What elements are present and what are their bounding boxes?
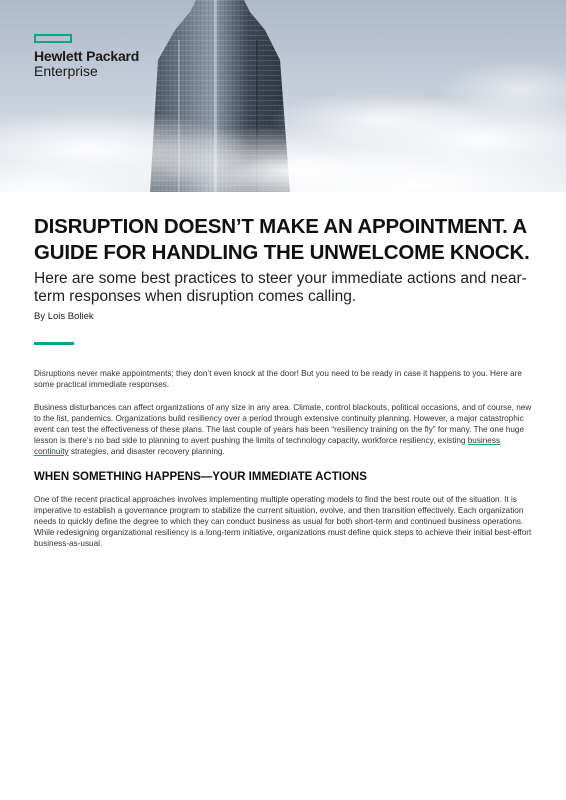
body-paragraph-2 bbox=[34, 402, 534, 457]
business-continuity-link[interactable]: business continuity bbox=[34, 436, 501, 456]
logo-line-2: Enterprise bbox=[34, 63, 98, 79]
intro-paragraph: Disruptions never make appointments; they don’t even knock at the door! But you need to be ready in case it happens to you. Here are some practical immediate responses. bbox=[34, 369, 522, 389]
body-paragraph-3: One of the recent practical approaches involves implementing multiple operating models to find the best route out of the situation. It is imperative to establish a governance program to stabilize the current situation, evolve, and then transition effectively. Each organization needs to quickly define the degree to which they can conduct business as usual for both short-term and continued business operations. While redesigning organizational resiliency is a long-term initiative, organizations must define quick steps to achieve their initial best-effort business-as-usual. bbox=[34, 495, 532, 548]
hero-image bbox=[0, 0, 566, 192]
logo-line-1: Hewlett Packard bbox=[34, 48, 140, 64]
hpe-logo bbox=[34, 34, 139, 79]
hpe-logo-rectangle-icon bbox=[34, 34, 72, 43]
article-body bbox=[34, 214, 534, 549]
paragraph-2-text-b: strategies, and disaster recovery planning. bbox=[68, 447, 225, 456]
author-byline: By Lois Boliek bbox=[34, 311, 94, 322]
article-title: DISRUPTION DOESN’T MAKE AN APPOINTMENT. A GUIDE FOR HANDLING THE UNWELCOME KNOCK. bbox=[34, 215, 530, 264]
accent-divider bbox=[34, 342, 74, 345]
article-subtitle: Here are some best practices to steer your immediate actions and near-term responses when disruption comes calling. bbox=[34, 270, 527, 305]
section-heading: WHEN SOMETHING HAPPENS—YOUR IMMEDIATE ACTIONS bbox=[34, 471, 367, 483]
paragraph-2-text-a: Business disturbances can affect organizations of any size in any area. Climate, control blackouts, political occasions, and of course, new to the list, pandemics. Organizations build resiliency over a period through extensive continuity planning. However, a major catastrophic event can test the effectiveness of these plans. The last couple of years has been “resiliency training on the fly” for many. The one huge lesson is there’s no bad side to planning to avert pushing the limits of technology capacity, workforce resiliency, existing bbox=[34, 403, 532, 445]
hero-skyscraper-illustration bbox=[0, 0, 566, 192]
